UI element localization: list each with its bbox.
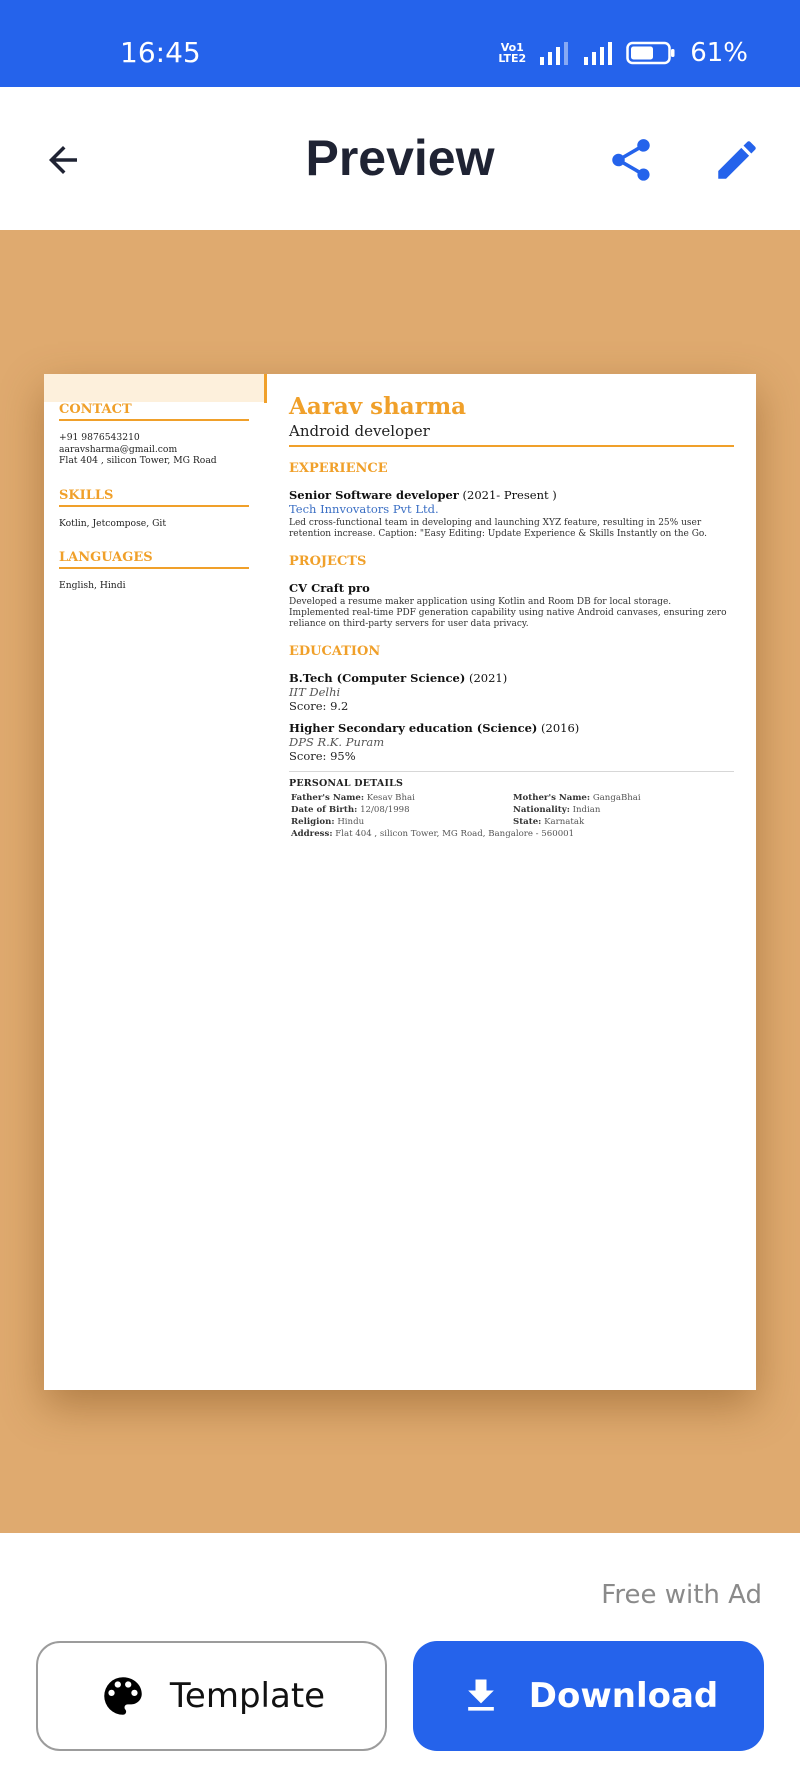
- contact-email: aaravsharma@gmail.com: [59, 443, 178, 455]
- education-score: Score: 95%: [289, 749, 356, 763]
- resume-sidebar: [59, 402, 249, 613]
- contact-heading: CONTACT: [59, 402, 249, 421]
- experience-company: Tech Innvovators Pvt Ltd.: [289, 502, 439, 516]
- personal-details-heading: PERSONAL DETAILS: [289, 778, 404, 789]
- project-description: Developed a resume maker application using Kotlin and Room DB for local storage. Implemented real-time PDF generation capability using native Android canvases, ensuring zero reliance on third-party servers for user data privacy.: [289, 597, 727, 629]
- contact-address: Flat 404 , silicon Tower, MG Road: [59, 455, 217, 466]
- father-name: Father's Name: Kesav Bhai: [291, 793, 415, 803]
- education-score: Score: 9.2: [289, 699, 349, 713]
- sidebar-band: [44, 374, 266, 402]
- edit-button[interactable]: [708, 131, 766, 189]
- status-bar: [0, 0, 800, 87]
- mother-name: Mother's Name: GangaBhai: [513, 793, 641, 803]
- skills-list: Kotlin, Jetcompose, Git: [59, 517, 167, 529]
- project-title: CV Craft pro: [289, 581, 370, 595]
- download-button[interactable]: [413, 1641, 764, 1751]
- signal-sim1-icon: [538, 41, 570, 65]
- status-icons: [498, 38, 748, 68]
- personal-details-grid: [289, 793, 734, 839]
- date-of-birth: Date of Birth: 12/08/1998: [291, 805, 410, 815]
- page-title: Preview: [305, 130, 495, 186]
- app-bar: [0, 87, 800, 230]
- languages-section: [59, 550, 249, 592]
- projects-heading: PROJECTS: [289, 554, 367, 569]
- preview-area[interactable]: [0, 230, 800, 1533]
- volte-icon: Vo1 LTE2: [498, 41, 527, 65]
- education-school: IIT Delhi: [289, 685, 341, 699]
- languages-heading: LANGUAGES: [59, 550, 249, 569]
- contact-section: [59, 402, 249, 467]
- battery-percent: 61%: [690, 38, 748, 68]
- contact-phone: +91 9876543210: [59, 432, 140, 443]
- resume-page[interactable]: [44, 374, 756, 1390]
- skills-section: [59, 488, 249, 530]
- status-time: 16:45: [120, 36, 201, 69]
- download-icon: [459, 1674, 503, 1718]
- template-button-label: Template: [169, 1676, 326, 1716]
- download-button-label: Download: [528, 1676, 719, 1716]
- experience-heading: EXPERIENCE: [289, 461, 388, 476]
- education-school: DPS R.K. Puram: [289, 735, 385, 749]
- education-heading: EDUCATION: [289, 644, 381, 659]
- sidebar-band-divider: [264, 374, 267, 403]
- education-item: [289, 721, 734, 763]
- state: State: Karnatak: [513, 817, 585, 827]
- personal-address: Address: Flat 404 , silicon Tower, MG Road, Bangalore - 560001: [291, 829, 575, 839]
- skills-heading: SKILLS: [59, 488, 249, 507]
- palette-icon: [98, 1671, 148, 1721]
- template-button[interactable]: [36, 1641, 387, 1751]
- religion: Religion: Hindu: [291, 817, 365, 827]
- resume-role: Android developer: [289, 422, 734, 447]
- resume-main: [289, 394, 734, 839]
- education-degree: Higher Secondary education (Science) (2016): [289, 721, 580, 735]
- signal-sim2-icon: [582, 41, 614, 65]
- share-button[interactable]: [602, 131, 660, 189]
- resume-name: Aarav sharma: [289, 393, 467, 420]
- education-item: [289, 671, 734, 713]
- experience-description: Led cross-functional team in developing and launching XYZ feature, resulting in 25% user retention increase. Caption: "Easy Editing: Update Experience & Skills Instantly on the Go.: [289, 518, 708, 539]
- share-icon: [606, 135, 656, 185]
- education-degree: B.Tech (Computer Science) (2021): [289, 671, 508, 685]
- personal-divider: [289, 771, 734, 772]
- free-with-ad-label: Free with Ad: [601, 1580, 762, 1610]
- nationality: Nationality: Indian: [513, 805, 601, 815]
- battery-icon: [626, 41, 676, 65]
- pencil-icon: [712, 135, 762, 185]
- languages-list: English, Hindi: [59, 580, 126, 591]
- experience-title: Senior Software developer (2021- Present ): [289, 488, 557, 502]
